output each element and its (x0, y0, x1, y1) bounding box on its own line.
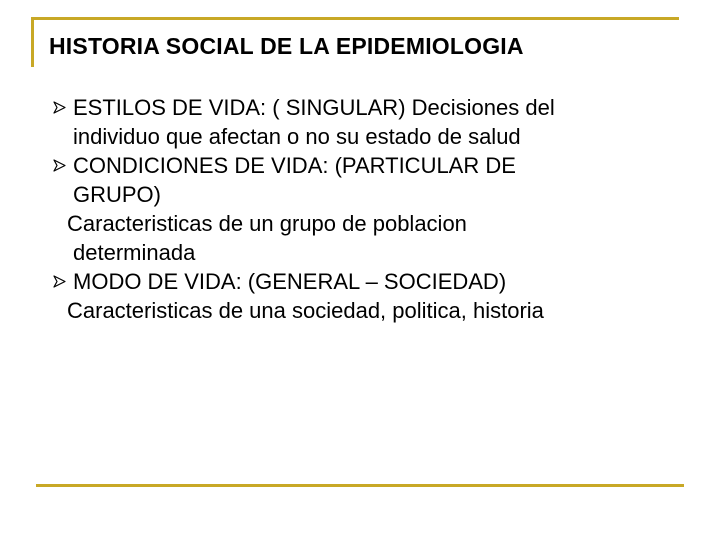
bullet-item-condiciones (48, 151, 688, 267)
bullet-text: individuo que afectan o no su estado de salud (73, 124, 521, 149)
bullet-text: MODO DE VIDA: (GENERAL – SOCIEDAD) (73, 269, 507, 294)
bullet-text: ESTILOS DE VIDA: ( SINGULAR) Decisiones del (73, 95, 555, 120)
bullet-item-estilos (48, 93, 688, 151)
slide-title: HISTORIA SOCIAL DE LA EPIDEMIOLOGIA (49, 33, 524, 59)
arrow-bullet-icon (53, 101, 66, 114)
bullet-list (48, 93, 688, 325)
bullet-continuation-text: Caracteristicas de un grupo de poblacion (67, 211, 467, 236)
bullet-continuation-text: determinada (73, 240, 196, 265)
title-frame-top-rule (31, 17, 679, 20)
title-frame-left-rule (31, 17, 34, 67)
footer-rule (36, 484, 684, 487)
bullet-continuation-text: Caracteristicas de una sociedad, politica, historia (67, 298, 544, 323)
arrow-bullet-icon (53, 159, 66, 172)
bullet-text: CONDICIONES DE VIDA: (PARTICULAR DE (73, 153, 516, 178)
bullet-text: GRUPO) (73, 182, 161, 207)
bullet-item-modo (48, 267, 688, 325)
arrow-bullet-icon (53, 275, 66, 288)
